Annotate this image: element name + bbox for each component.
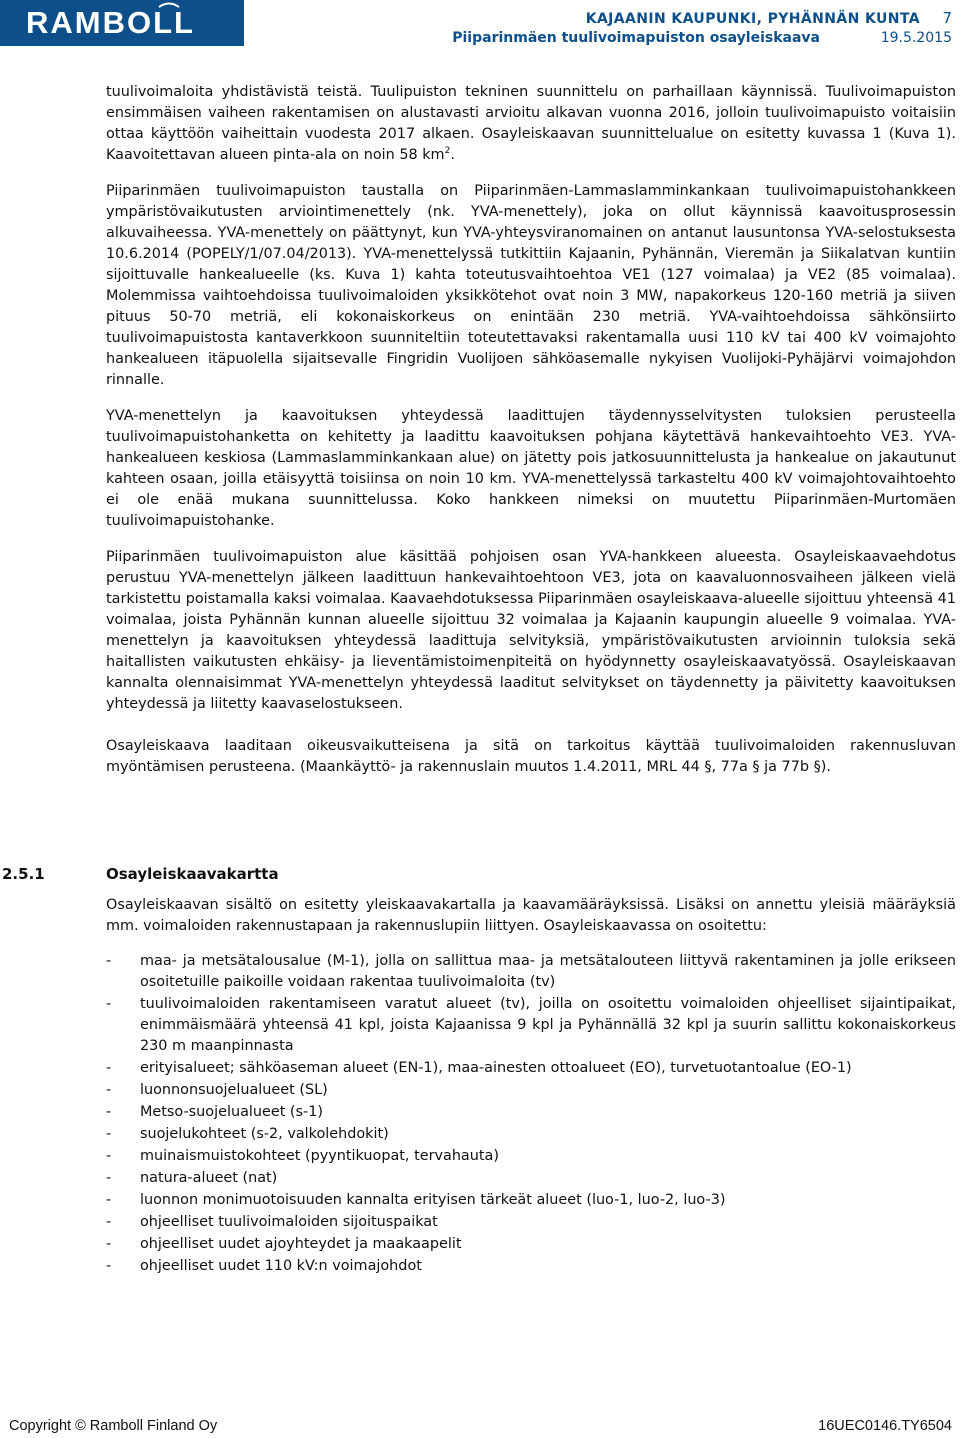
section-intro: Osayleiskaavan sisältö on esitetty yleiskaavakartalla ja kaavamääräyksissä. Lisäksi on annettu yleisiä määräyksiä mm. voimaloiden rakennustapaan ja rakennuslupiin liittyen. Osayleiskaavassa on osoitettu:	[106, 897, 956, 934]
header-date: 19.5.2015	[880, 30, 952, 46]
paragraph-5: Osayleiskaava laaditaan oikeusvaikutteisena ja sitä on tarkoitus käyttää tuulivoimaloiden rakennusluvan myöntämisen perusteena. (Maankäyttö- ja rakennuslain muutos 1.4.2011, MRL 44 §, 77a § ja 77b §).	[106, 738, 956, 775]
dash-bullet: -	[106, 1082, 112, 1098]
dash-bullet: -	[106, 1214, 112, 1230]
footer-doc-code: 16UEC0146.TY6504	[818, 1418, 952, 1434]
dash-bullet: -	[106, 1126, 112, 1142]
list-item-text: muinaismuistokohteet (pyyntikuopat, tervahauta)	[140, 1148, 499, 1164]
list-item-text: maa- ja metsätalousalue (M-1), jolla on sallittua maa- ja metsätalouteen liittyvä rakentaminen ja jolle erikseen osoitetuille paikoille voidaan rakentaa tuulivoimaloita (tv)	[140, 953, 956, 990]
list-item-text: luonnon monimuotoisuuden kannalta erityisen tärkeät alueet (luo-1, luo-2, luo-3)	[140, 1192, 726, 1208]
list-item-text: ohjeelliset uudet 110 kV:n voimajohdot	[140, 1258, 422, 1274]
list-item-text: ohjeelliset tuulivoimaloiden sijoituspaikat	[140, 1214, 438, 1230]
list-item	[106, 1080, 956, 1101]
paragraph-2: Piiparinmäen tuulivoimapuiston taustalla on Piiparinmäen-Lammaslamminkankaan tuulivoimapuistohankkeen ympäristövaikutusten arviointimenettely (nk. YVA-menettely), joka on ollut käynnissä kaavoitusprosessin alkuvaiheessa. YVA-menettely on päättynyt, kun YVA-yhteysviranomainen on antanut lausuntonsa YVA-selostuksesta 10.6.2014 (POPELY/1/07.04/2013). YVA-menettelyssä tutkittiin Kajaanin, Pyhännän, Vieremän ja Siikalatvan kuntiin sijoittuvalle hankealueelle (ks. Kuva 1) kahta toteutusvaihtoehtoa VE1 (127 voimalaa) ja VE2 (85 voimalaa). Molemmissa vaihtoehdoissa tuulivoimaloiden yksikkötehot ovat noin 3 MW, napakorkeus 120-160 metriä ja siiven pituus 50-70 metriä, eli kokonaiskorkeus on enintään 230 metriä. YVA-vaihtoehdoissa sähkönsiirto tuulivoimapuistosta kantaverkkoon suunniteltiin toteutettavaksi rakentamalla uusi 110 kV tai 400 kV voimajohto hankealueen itäpuolella sijaitsevalle Fingridin Vuolijoen sähköasemalle nykyisen Vuolijoki-Pyhäjärvi voimajohdon rinnalle.	[106, 183, 956, 388]
dash-bullet: -	[106, 1060, 112, 1076]
list-item-text: ohjeelliset uudet ajoyhteydet ja maakaapelit	[140, 1236, 462, 1252]
paragraph-4: Piiparinmäen tuulivoimapuiston alue käsittää pohjoisen osan YVA-hankkeen alueesta. Osayleiskaavaehdotus perustuu YVA-menettelyn jälkeen laadittuun hankevaihtoehtoon VE3, jota on kaavaluonnosvaiheen jälkeen vielä tarkistettu poistamalla kaksi voimalaa. Kaavaehdotuksessa Piiparinmäen osayleiskaava-alueelle sijoittuu yhteensä 41 voimalaa, joista Pyhännän kunnan alueelle sijoittuu 32 voimalaa ja Kajaanin kaupungin alueelle 9 voimalaa. YVA-menettelyn ja kaavoituksen yhteydessä laadittuja selvityksiä, ympäristövaikutusten arvioinnin tuloksia sekä haitallisten vaikutusten ehkäisy- ja lieventämistoimenpiteitä on hyödynnetty osayleiskaavatyössä. Osayleiskaavan kannalta olennaisimmat YVA-menettelyn yhteydessä laaditut selvitykset on täydennetty ja päivitetty kaavoituksen yhteydessä ja liitetty kaavaselostukseen.	[106, 549, 956, 712]
list-item	[106, 1146, 956, 1167]
dash-bullet: -	[106, 1170, 112, 1186]
section-title: Osayleiskaavakartta	[106, 865, 279, 883]
list-item-text: Metso-suojelualueet (s-1)	[140, 1104, 324, 1120]
list-item	[106, 1234, 956, 1255]
dash-bullet: -	[106, 953, 112, 969]
list-item	[106, 1256, 956, 1277]
section-body	[106, 895, 956, 1278]
page-number: 7	[942, 9, 952, 27]
header-document-title: Piiparinmäen tuulivoimapuiston osayleiskaava	[452, 30, 820, 46]
superscript: 2	[444, 146, 451, 156]
dash-bullet: -	[106, 1104, 112, 1120]
section-heading	[2, 864, 902, 885]
designation-list	[106, 951, 956, 1277]
dash-bullet: -	[106, 1236, 112, 1252]
list-item	[106, 1058, 956, 1079]
list-item	[106, 994, 956, 1057]
list-item-text: luonnonsuojelualueet (SL)	[140, 1082, 328, 1098]
ramboll-logo	[0, 0, 244, 46]
list-item	[106, 951, 956, 993]
section-number: 2.5.1	[2, 865, 45, 883]
paragraph-1: tuulivoimaloita yhdistävistä teistä. Tuulipuiston tekninen suunnittelu on parhaillaan käynnissä. Tuulivoimapuiston ensimmäisen vaiheen rakentamisen on alustavasti arvioitu alkavan vuonna 2016, jolloin tuulivoimapuisto voitaisiin ottaa käyttöön vaiheittain vuodesta 2017 alkaen. Osayleiskaavan suunnittelualue on esitetty kuvassa 1 (Kuva 1). Kaavoitettavan alueen pinta-ala on noin 58 $km^2$.	[106, 84, 956, 163]
list-item	[106, 1212, 956, 1233]
dash-bullet: -	[106, 1192, 112, 1208]
list-item-text: suojelukohteet (s-2, valkolehdokit)	[140, 1126, 389, 1142]
dash-bullet: -	[106, 1258, 112, 1274]
footer-copyright: Copyright © Ramboll Finland Oy	[9, 1418, 218, 1434]
list-item-text: natura-alueet (nat)	[140, 1170, 278, 1186]
list-item	[106, 1190, 956, 1211]
dash-bullet: -	[106, 996, 112, 1012]
paragraph-3: YVA-menettelyn ja kaavoituksen yhteydessä laadittujen täydennysselvitysten tuloksien perusteella tuulivoimapuistohanketta on kehitetty ja laadittu kaavoituksen pohjana käytettävä hankevaihtoehto VE3. YVA-hankealueen keskiosa (Lammaslamminkankaan alue) on jätetty pois jatkosuunnittelusta ja hankealue on jakautunut kahteen osaan, joilla etäisyyttä toisiinsa on noin 10 km. YVA-menettelyssä tarkasteltu 400 kV voimajohtovaihtoehto ei ole enää mukana suunnittelussa. Koko hankkeen nimeksi on muutettu Piiparinmäen-Murtomäen tuulivoimapuistohanke.	[106, 408, 956, 529]
list-item-text: erityisalueet; sähköaseman alueet (EN-1), maa-ainesten ottoalueet (EO), turvetuotantoalue (EO-1)	[140, 1060, 852, 1076]
dash-bullet: -	[106, 1148, 112, 1164]
list-item-text: tuulivoimaloiden rakentamiseen varatut alueet (tv), joilla on osoitettu voimaloiden ohjeelliset sijaintipaikat, enimmäismäärä yhteensä 41 kpl, joista Kajaanissa 9 kpl ja Pyhännällä 32 kpl ja suurin sallittu kokonaiskorkeus 230 m maanpinnasta	[140, 996, 956, 1054]
list-item	[106, 1168, 956, 1189]
logo-accent-icon	[158, 2, 180, 8]
body-text	[106, 82, 956, 793]
page-footer	[0, 1416, 960, 1438]
logo-text: RAMBOLL	[26, 5, 195, 40]
header-client: KAJAANIN KAUPUNKI, PYHÄNNÄN KUNTA	[585, 11, 920, 27]
page-header	[0, 0, 960, 46]
list-item	[106, 1124, 956, 1145]
list-item	[106, 1102, 956, 1123]
